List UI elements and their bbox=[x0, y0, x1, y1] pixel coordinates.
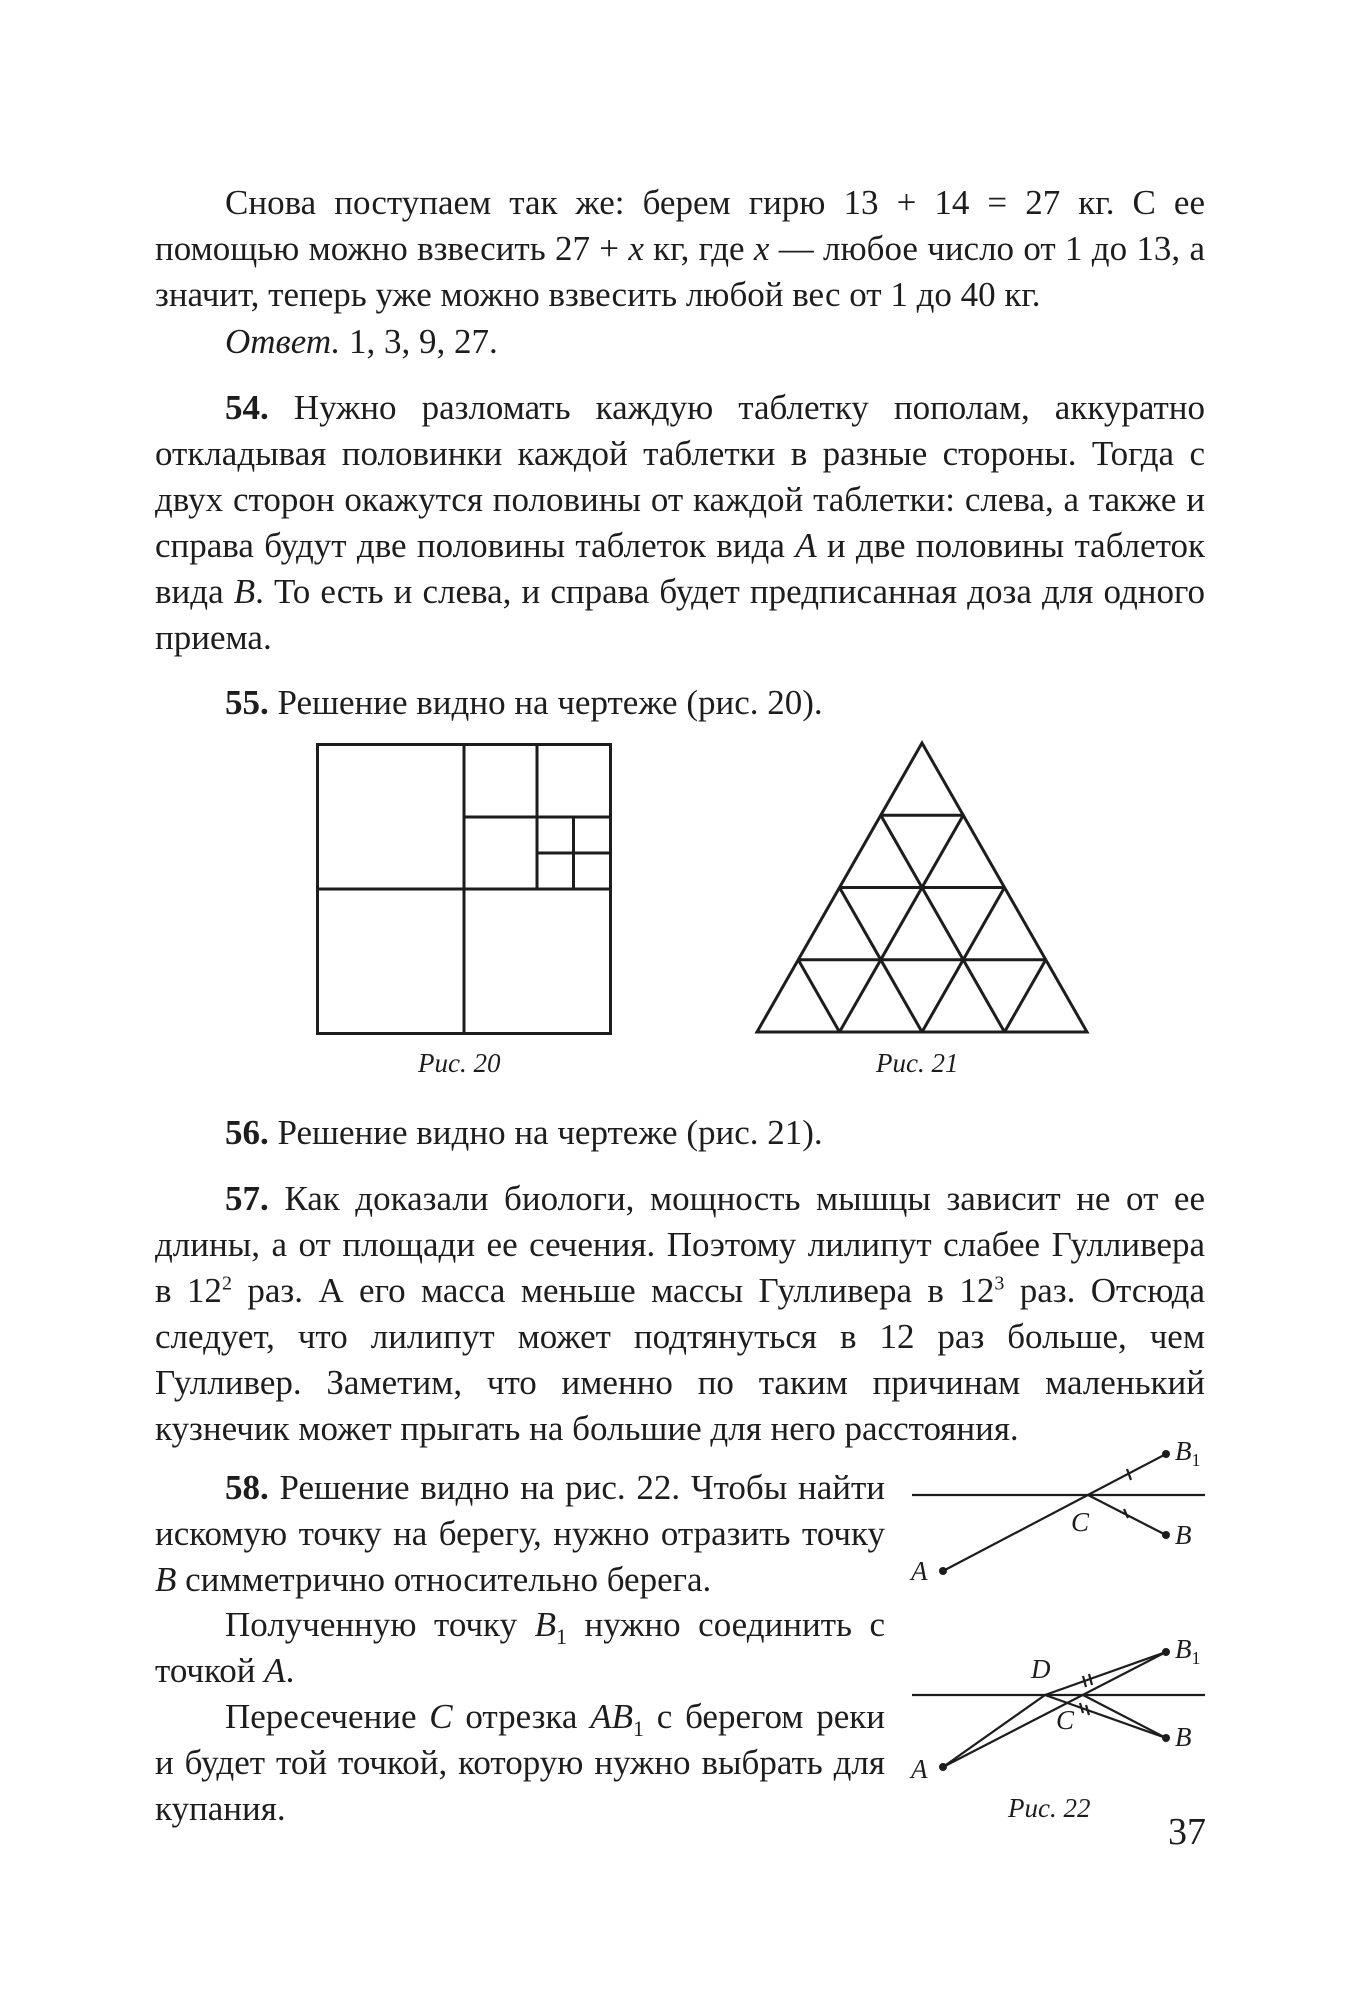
problem-55-solution: 55. Решение видно на чертеже (рис. 20). bbox=[225, 683, 823, 722]
problem-57-solution: 57. Как доказали биологи, мощность мышцы зависит не от ее длины, а от площади ее сечения. Поэтому лилипут слабее Гулливера в $12^2$ раз. А его масса меньше массы Гулливера в $12^3$ раз. Отсюда следует, что лилипут может подтянуться в 12 раз больше, чем Гулливер. Заметим, что именно по таким причинам маленький кузнечик может прыгать на большие для него расстояния. bbox=[155, 1179, 1205, 1448]
label-A-bottom: A bbox=[911, 1754, 928, 1784]
label-A-top: A bbox=[911, 1556, 928, 1586]
label-D-bottom: D bbox=[1031, 1654, 1051, 1684]
point-B-bottom bbox=[1162, 1734, 1170, 1742]
point-A-bottom bbox=[939, 1763, 947, 1771]
point-B1-bottom bbox=[1162, 1648, 1170, 1656]
paragraph-weights: Снова поступаем так же: берем гирю 13 + 14 = 27 кг. С ее помощью можно взвесить 27 + x кг, где x — любое число от 1 до 13, а значит, теперь уже можно взвесить любой вес от 1 до 40 кг. bbox=[155, 183, 1205, 314]
answer-line: Ответ. 1, 3, 9, 27. bbox=[225, 322, 498, 361]
point-B-top bbox=[1162, 1531, 1170, 1539]
segment-A-B1-top bbox=[943, 1454, 1166, 1571]
point-A-top bbox=[939, 1567, 947, 1575]
point-B1-top bbox=[1162, 1450, 1170, 1458]
problem-56-solution: 56. Решение видно на чертеже (рис. 21). bbox=[225, 1113, 823, 1152]
label-B-bottom: B bbox=[1175, 1722, 1192, 1752]
label-C-top: C bbox=[1071, 1507, 1090, 1537]
segment-D-B1-bottom bbox=[1045, 1652, 1166, 1695]
label-B1-bottom: $B_1$ bbox=[1175, 1634, 1201, 1668]
segment-A-D-bottom bbox=[943, 1695, 1045, 1767]
figure-20-squares bbox=[316, 743, 612, 1035]
problem-58-paragraph-2: Полученную точку $B_1$ нужно соединить с точкой A. bbox=[155, 1605, 885, 1690]
problem-54-solution: 54. Нужно разломать каждую таблетку пополам, аккуратно откладывая половинки каждой таблетки в разные стороны. Тогда с двух сторон окажутся половины от каждой таблетки: слева, а также и справа будут две половины таблеток вида A и две половины таблеток вида B. То есть и слева, и справа будет предписанная доза для одного приема. bbox=[155, 388, 1205, 657]
segment-A-B1-bottom bbox=[943, 1652, 1166, 1767]
problem-58-paragraph-3: Пересечение C отрезка $AB_1$ с берегом реки и будет той точкой, которую нужно выбрать для купания. bbox=[155, 1697, 885, 1828]
problem-58-solution: 58. Решение видно на рис. 22. Чтобы найти искомую точку на берегу, нужно отразить точку B симметрично относительно берега. bbox=[155, 1468, 885, 1599]
figure-21-triangle bbox=[754, 740, 1090, 1035]
page-number: 37 bbox=[1168, 1811, 1206, 1853]
figure-22-caption: Рис. 22 bbox=[1008, 1793, 1091, 1823]
label-B-top: B bbox=[1175, 1520, 1192, 1550]
figure-21-caption: Рис. 21 bbox=[876, 1048, 959, 1078]
figure-22-reflection bbox=[905, 1436, 1205, 1790]
label-B1-top: $B_1$ bbox=[1175, 1436, 1201, 1470]
segment-C-B-bottom bbox=[1083, 1695, 1166, 1738]
label-C-bottom: C bbox=[1056, 1705, 1075, 1735]
figure-20-caption: Рис. 20 bbox=[418, 1048, 501, 1078]
